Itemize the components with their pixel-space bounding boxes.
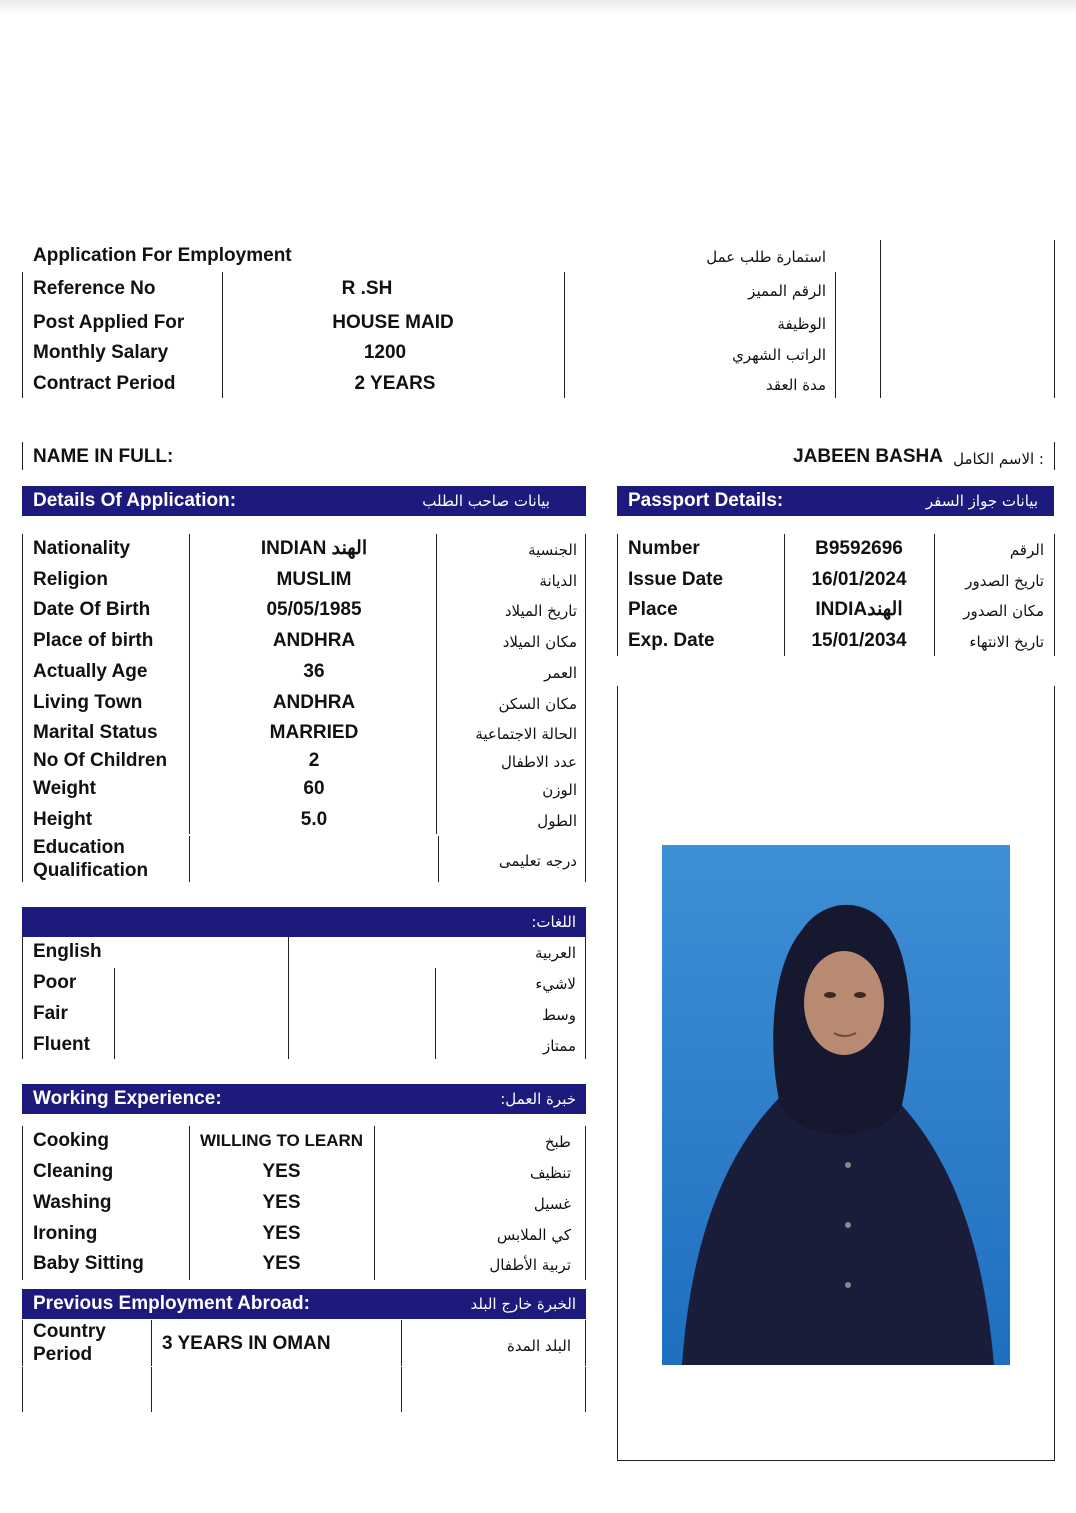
abroad-label-ar: البلد المدة: [506, 1337, 571, 1355]
passport-label: Place: [628, 599, 678, 620]
education-label-2: Qualification: [33, 860, 149, 881]
detail-label-ar: مكان السكن: [498, 695, 577, 713]
post-value: HOUSE MAID: [332, 312, 454, 333]
applicant-photo: [662, 845, 1010, 1365]
detail-label: No Of Children: [33, 750, 168, 771]
form-title-ar: استمارة طلب عمل: [706, 248, 826, 266]
experience-label: Cleaning: [33, 1161, 114, 1182]
abroad-title: Previous Employment Abroad:: [33, 1293, 310, 1314]
detail-label: Actually Age: [33, 661, 148, 682]
abroad-title-ar: الخبرة خارج البلد: [470, 1295, 576, 1313]
experience-value: WILLING TO LEARN: [199, 1131, 364, 1150]
experience-label: Baby Sitting: [33, 1253, 144, 1274]
detail-label: Living Town: [33, 692, 143, 713]
contract-label: Contract Period: [33, 373, 176, 394]
detail-value: 36: [303, 661, 325, 682]
language-label: Fluent: [33, 1034, 90, 1055]
detail-value: MARRIED: [269, 722, 359, 743]
detail-value: 2: [308, 750, 320, 771]
experience-label-ar: تنظيف: [529, 1164, 571, 1182]
passport-value: 15/01/2034: [811, 630, 907, 651]
passport-label: Issue Date: [628, 569, 724, 590]
detail-label-ar: الوزن: [542, 781, 577, 799]
experience-title: Working Experience:: [33, 1088, 222, 1109]
passport-label-ar: الرقم: [1009, 541, 1044, 559]
detail-label: Nationality: [33, 538, 131, 559]
reference-no-value: R .SH: [341, 278, 393, 299]
detail-label: Date Of Birth: [33, 599, 151, 620]
detail-value: INDIAN الهند: [260, 538, 368, 559]
post-label: Post Applied For: [33, 312, 185, 333]
detail-label-ar: الحالة الاجتماعية: [475, 725, 577, 743]
experience-label-ar: كي الملابس: [496, 1226, 571, 1244]
detail-label: Height: [33, 809, 93, 830]
language-label: English: [33, 941, 102, 962]
languages-title-ar: اللغات:: [531, 913, 576, 931]
language-label-ar: وسط: [541, 1006, 576, 1024]
salary-label: Monthly Salary: [33, 342, 169, 363]
detail-label-ar: مكان الميلاد: [502, 633, 577, 651]
salary-value: 1200: [363, 342, 407, 363]
details-header-bar: [22, 486, 586, 516]
passport-label-ar: مكان الصدور: [963, 602, 1044, 620]
experience-header-bar: [22, 1084, 586, 1114]
detail-value: ANDHRA: [272, 692, 356, 713]
detail-label-ar: الديانة: [539, 572, 577, 590]
detail-label: Place of birth: [33, 630, 154, 651]
passport-label-ar: تاريخ الانتهاء: [969, 633, 1044, 651]
language-label: Poor: [33, 972, 77, 993]
abroad-period-label: Period: [33, 1344, 93, 1365]
detail-label-ar: الطول: [537, 812, 577, 830]
detail-label-ar: عدد الاطفال: [501, 753, 577, 771]
salary-label-ar: الراتب الشهري: [732, 346, 826, 364]
passport-label: Number: [628, 538, 700, 559]
experience-value: YES: [262, 1161, 301, 1182]
detail-label-ar: الجنسية: [528, 541, 577, 559]
abroad-value: 3 YEARS IN OMAN: [162, 1333, 331, 1354]
language-label-ar: ممتاز: [542, 1037, 576, 1055]
passport-value: B9592696: [815, 538, 903, 559]
passport-header-bar: [617, 486, 1054, 516]
contract-label-ar: مدة العقد: [766, 376, 826, 394]
abroad-country-label: Country: [33, 1321, 106, 1342]
full-name-label-ar: : الاسم الكامل: [953, 450, 1044, 468]
full-name-value: JABEEN BASHA: [793, 446, 943, 467]
detail-label: Marital Status: [33, 722, 158, 743]
language-label: Fair: [33, 1003, 68, 1024]
experience-title-ar: خبرة العمل:: [500, 1090, 576, 1108]
education-label-ar: درجه تعليمى: [498, 852, 577, 870]
experience-label: Washing: [33, 1192, 112, 1213]
language-label-ar: لاشيء: [535, 975, 576, 993]
form-title: Application For Employment: [33, 245, 292, 266]
detail-value: MUSLIM: [276, 569, 352, 590]
experience-label-ar: طبخ: [544, 1133, 571, 1151]
details-title: Details Of Application:: [33, 490, 237, 511]
abroad-header-bar: [22, 1289, 586, 1319]
detail-label: Weight: [33, 778, 96, 799]
passport-value: INDIAالهند: [815, 599, 903, 620]
experience-label-ar: تربية الأطفال: [489, 1256, 571, 1274]
passport-label: Exp. Date: [628, 630, 715, 651]
detail-label-ar: العمر: [544, 664, 577, 682]
experience-label: Ironing: [33, 1223, 98, 1244]
top-shadow: [0, 0, 1076, 14]
details-title-ar: بيانات صاحب الطلب: [422, 492, 550, 510]
full-name-label: NAME IN FULL:: [33, 446, 174, 467]
education-label-1: Education: [33, 837, 125, 858]
languages-header-bar: [22, 907, 586, 937]
detail-value: ANDHRA: [272, 630, 356, 651]
reference-no-label: Reference No: [33, 278, 156, 299]
experience-label: Cooking: [33, 1130, 109, 1151]
language-label-ar: العربية: [535, 944, 576, 962]
contract-value: 2 YEARS: [354, 373, 436, 394]
detail-value: 5.0: [300, 809, 328, 830]
experience-value: YES: [262, 1223, 301, 1244]
passport-title-ar: بيانات جواز السفر: [925, 492, 1038, 510]
detail-label: Religion: [33, 569, 108, 590]
post-label-ar: الوظيفة: [777, 315, 826, 333]
passport-label-ar: تاريخ الصدور: [965, 572, 1044, 590]
detail-label-ar: تاريخ الميلاد: [504, 602, 577, 620]
experience-label-ar: غسيل: [533, 1195, 571, 1213]
passport-title: Passport Details:: [628, 490, 784, 511]
detail-value: 05/05/1985: [266, 599, 362, 620]
experience-value: YES: [262, 1253, 301, 1274]
passport-value: 16/01/2024: [811, 569, 907, 590]
reference-no-label-ar: الرقم المميز: [748, 282, 826, 300]
experience-value: YES: [262, 1192, 301, 1213]
detail-value: 60: [303, 778, 325, 799]
